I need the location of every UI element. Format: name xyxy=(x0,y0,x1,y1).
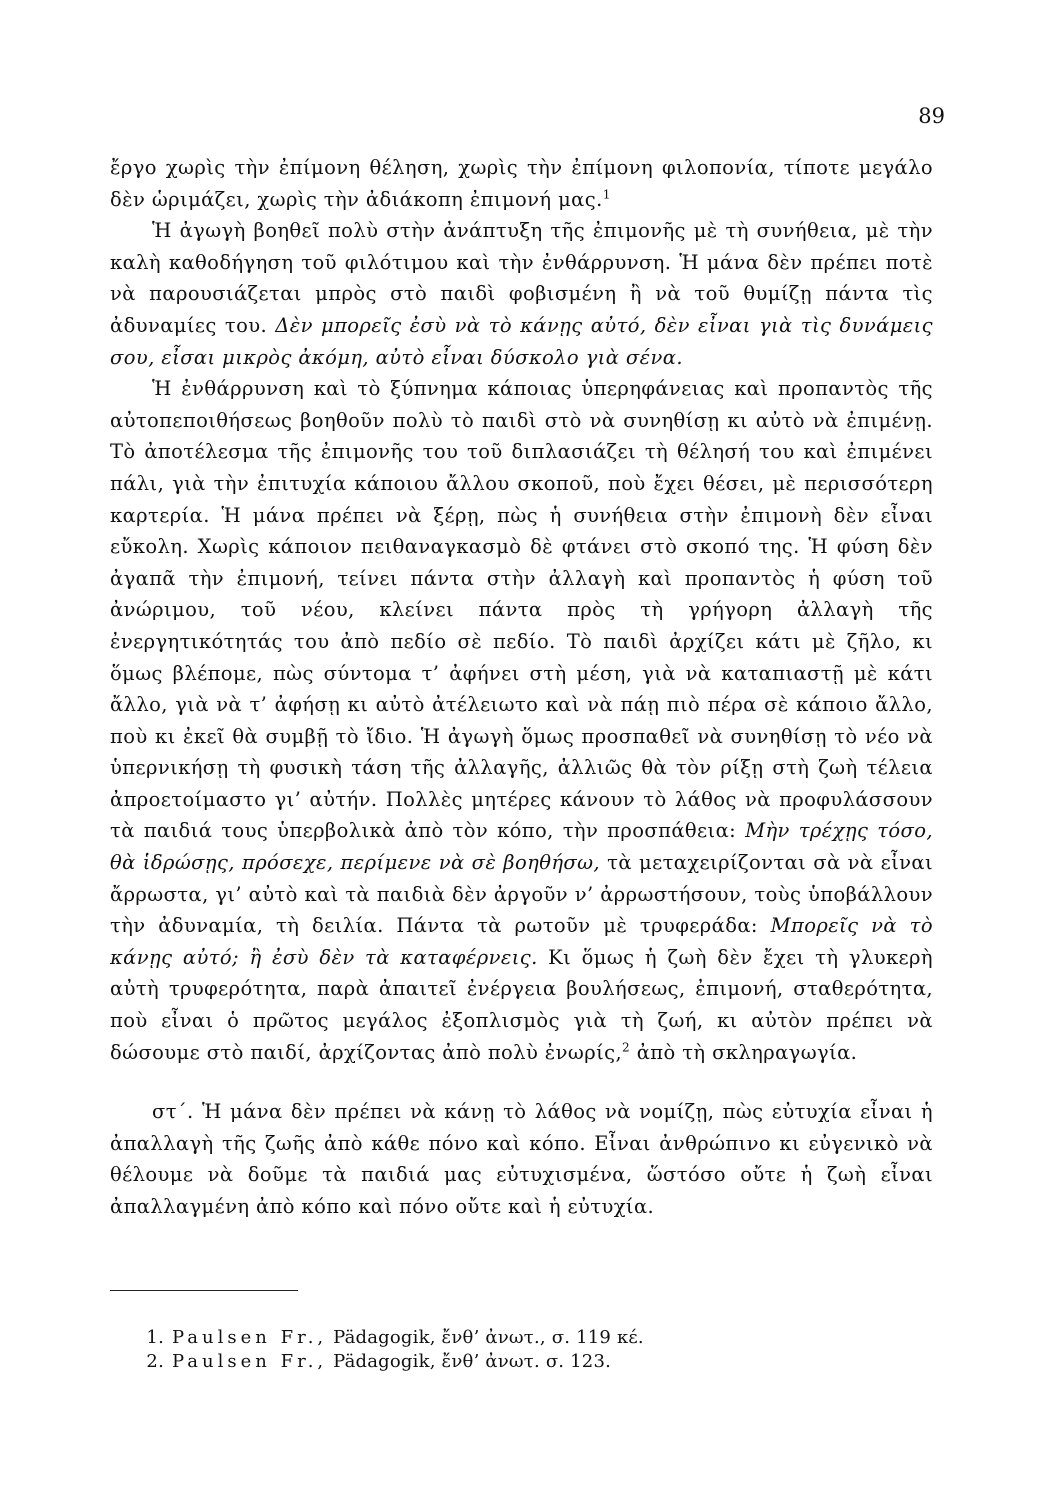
paragraph xyxy=(110,152,933,215)
page-number: 89 xyxy=(918,104,945,128)
footnote xyxy=(140,1350,840,1374)
text-run: Κι ὅμως ἡ ζωὴ δὲν ἔχει τὴ γλυκερὴ αὐτὴ τρυφερότητα, παρὰ ἀπαιτεῖ ἐνέργεια βουλήσεως, ἐπιμονή, σταθερότητα, ποὺ εἶναι ὁ πρῶτος μεγάλος ἐξοπλισμὸς γιὰ τὴ ζωή, κι αὐτὸν πρέπει νὰ δώσουμε στὸ παιδί, ἀρχίζοντας ἀπὸ πολὺ ἐνωρίς, xyxy=(110,945,933,1064)
text-run: Ἡ ἐνθάρρυνση καὶ τὸ ξύπνημα κάποιας ὑπερηφάνειας καὶ προπαντὸς τῆς αὐτοπεποιθήσεως βοηθοῦν πολὺ τὸ παιδὶ στὸ νὰ συνηθίσῃ κι αὐτὸ νὰ ἐπιμένῃ. Τὸ ἀποτέλεσμα τῆς ἐπιμονῆς του τοῦ διπλασιάζει τὴ θέλησή του καὶ ἐπιμένει πάλι, γιὰ τὴν ἐπιτυχία κάποιου ἄλλου σκοποῦ, ποὺ ἔχει θέσει, μὲ περισσότερη καρτερία. Ἡ μάνα πρέπει νὰ ξέρῃ, πὼς ἡ συνήθεια στὴν ἐπιμονὴ δὲν εἶναι εὔκολη. Χωρὶς κάποιον πειθαναγκασμὸ δὲ φτάνει στὸ σκοπό της. Ἡ φύση δὲν ἀγαπᾶ τὴν ἐπιμονή, τείνει πάντα στὴν ἀλλαγὴ καὶ προπαντὸς ἡ φύση τοῦ ἀνώριμου, τοῦ νέου, κλείνει πάντα πρὸς τὴ γρήγορη ἀλλαγὴ τῆς ἐνεργητικότητάς του ἀπὸ πεδίο σὲ πεδίο. Τὸ παιδὶ ἀρχίζει κάτι μὲ ζῆλο, κι ὅμως βλέπομε, πὼς σύντομα τ’ ἀφήνει στὴ μέση, γιὰ νὰ καταπιαστῇ μὲ κάτι ἄλλο, γιὰ νὰ τ’ ἀφήσῃ κι αὐτὸ ἀτέλειωτο καὶ νὰ πάῃ πιὸ πέρα σὲ κάποιο ἄλλο, ποὺ κι ἐκεῖ θὰ συμβῇ τὸ ἴδιο. Ἡ ἀγωγὴ ὅμως προσπαθεῖ νὰ συνηθίσῃ τὸ νέο νὰ ὑπερνικήσῃ τὴ φυσικὴ τάση τῆς ἀλλαγῆς, ἀλλιῶς θὰ τὸν ρίξῃ στὴ ζωὴ τέλεια ἀπροετοίμαστο γι’ αὐτήν. Πολλὲς μητέρες κάνουν τὸ λάθος νὰ προφυλάσσουν τὰ παιδιά τους ὑπερβολικὰ ἀπὸ τὸν κόπο, τὴν προσπάθεια: xyxy=(110,377,933,843)
italic-text: Μπορεῖς νὰ τὸ κάνῃς αὐτό; ἢ ἐσὺ δὲν τὰ καταφέρνεις. xyxy=(110,914,934,969)
footnote-author: Paulsen Fr., xyxy=(172,1327,328,1348)
footnote-divider xyxy=(110,1290,298,1291)
body-text xyxy=(110,152,933,1223)
paragraph xyxy=(110,1096,933,1222)
paragraph xyxy=(110,373,933,1068)
text-run: ἔργο χωρὶς τὴν ἐπίμονη θέληση, χωρὶς τὴν ἐπίμονη φιλοπονία, τίποτε μεγάλο δὲν ὡριμάζει, χωρὶς τὴν ἀδιάκοπη ἐπιμονή μας. xyxy=(110,156,933,211)
footnote-reference: Pädagogik, ἔνθ’ ἀνωτ., σ. 119 κέ. xyxy=(327,1327,644,1348)
footnote-marker: 1 xyxy=(602,187,611,202)
footnote-text xyxy=(172,1326,644,1350)
text-run: ἀπὸ τὴ σκληραγωγία. xyxy=(630,1040,858,1064)
paragraph xyxy=(110,215,933,373)
text-run: στ΄. Ἡ μάνα δὲν πρέπει νὰ κάνῃ τὸ λάθος νὰ νομίζῃ, πὼς εὐτυχία εἶναι ἡ ἀπαλλαγὴ τῆς ζωῆς ἀπὸ κάθε πόνο καὶ κόπο. Εἶναι ἀνθρώπινο κι εὐγενικὸ νὰ θέλουμε νὰ δοῦμε τὰ παιδιά μας εὐτυχισμένα, ὥστόσο οὔτε ἡ ζωὴ εἶναι ἀπαλλαγμένη ἀπὸ κόπο καὶ πόνο οὔτε καὶ ἡ εὐτυχία. xyxy=(110,1100,933,1218)
italic-text: Δὲν μπορεῖς ἐσὺ νὰ τὸ κάνῃς αὐτό, δὲν εἶναι γιὰ τὶς δυνάμεις σου, εἶσαι μικρὸς ἀκόμη, αὐτὸ εἶναι δύσκολο γιὰ σένα. xyxy=(110,313,933,369)
footnote-number: 1. xyxy=(146,1327,164,1348)
footnote-reference: Pädagogik, ἔνθ’ ἀνωτ. σ. 123. xyxy=(327,1351,612,1372)
footnote-number: 2. xyxy=(146,1351,164,1372)
text-run: τὰ μεταχειρίζονται σὰ νὰ εἶναι ἄρρωστα, γι’ αὐτὸ καὶ τὰ παιδιὰ δὲν ἀργοῦν ν’ ἀρρωστήσουν, τοὺς ὑποβάλλουν τὴν ἀδυναμία, τὴ δειλία. Πάντα τὰ ρωτοῦν μὲ τρυφεράδα: xyxy=(110,851,934,938)
footnote-author: Paulsen Fr., xyxy=(172,1351,328,1372)
footnote-text xyxy=(172,1350,611,1374)
footnote xyxy=(140,1326,840,1350)
footnote-marker: 2 xyxy=(622,1040,631,1055)
italic-text: Μὴν τρέχῃς τόσο, θὰ ἱδρώσῃς, πρόσεχε, περίμενε νὰ σὲ βοηθήσω, xyxy=(110,819,933,875)
text-run: Ἡ ἀγωγὴ βοηθεῖ πολὺ στὴν ἀνάπτυξη τῆς ἐπιμονῆς μὲ τὴ συνήθεια, μὲ τὴν καλὴ καθοδήγηση τοῦ φιλότιμου καὶ τὴν ἐνθάρρυνση. Ἡ μάνα δὲν πρέπει ποτὲ νὰ παρουσιάζεται μπρὸς στὸ παιδὶ φοβισμένη ἢ νὰ τοῦ θυμίζῃ πάντα τὶς ἀδυναμίες του. xyxy=(110,219,933,337)
footnotes xyxy=(140,1326,840,1374)
